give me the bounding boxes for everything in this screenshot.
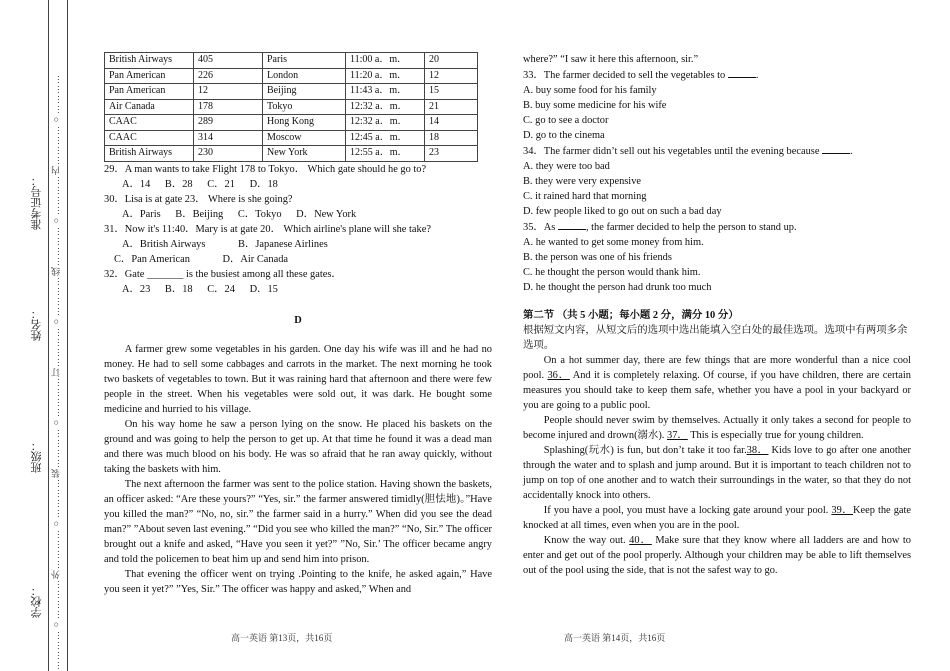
table-cell: 11:00 a．m． [346, 53, 425, 69]
q35-option-a: A. he wanted to get some money from him. [523, 237, 704, 248]
binding-margin [0, 0, 70, 671]
table-row [105, 130, 478, 146]
q34-option-b: B. they were very expensive [523, 176, 642, 187]
passage-d-paragraph: The next afternoon the farmer was sent to the police station. Having shown the baskets, an officer asked: “Are these yours?” “Yes, sir.” the farmer answered timidly(胆怯地)。”Have you killed the man?” “No, no, sir.” the farmer said in a hurry.” When did you see the dead man?” ”About seven last evening.” “Did you see who killed the man?” “No, Sir.” The officer brought out a knife and asked, “Have you seen it yet?” ”No, Sir.’ The officer became angry and told the policemen to beat him up and send him into prison. [104, 478, 492, 565]
q34-option-a: A. they were too bad [523, 161, 610, 172]
table-cell: 11:43 a．m． [346, 84, 425, 100]
table-cell: CAAC [105, 115, 194, 131]
question-29 [104, 162, 492, 192]
question-35 [523, 219, 911, 295]
q32-option-c: C．24 [207, 283, 235, 295]
flight-table [104, 52, 478, 162]
q33-option-d: D. go to the cinema [523, 130, 605, 141]
class-field: 班级： [31, 440, 43, 473]
q29-option-a: A．14 [122, 178, 151, 190]
table-cell: 15 [425, 84, 478, 100]
question-31 [104, 222, 492, 267]
table-cell: Pan American [105, 84, 194, 100]
right-page [523, 52, 911, 578]
table-cell: 14 [425, 115, 478, 131]
table-row [105, 53, 478, 69]
footer-page-left: 高一英语 第13页，共16页 [231, 633, 333, 643]
blank-39: 39． [831, 505, 854, 516]
table-cell: 18 [425, 130, 478, 146]
passage-d-paragraph: On his way home he saw a person lying on the snow. He placed his baskets on the ground and was going to help the person to get up. At that time he found it was a dead man and there was much blood on his body. He was so afraid that he ran away quickly, without taking the baskets with him. [104, 418, 492, 475]
table-cell: 405 [194, 53, 263, 69]
table-cell: 21 [425, 99, 478, 115]
q34-stem: 34．The farmer didn’t sell out his vegetables until the evening because . [523, 143, 911, 159]
table-cell: 12:32 a．m． [346, 99, 425, 115]
table-cell: Air Canada [105, 99, 194, 115]
q32-option-a: A．23 [122, 283, 151, 295]
passage-2-paragraph: Know the way out. 40． Make sure that they know where all ladders are and how to enter and get out of the pool properly. Although your children may be able to lift themselves out of the pool using the side, that is not the safest way to go. [523, 535, 911, 576]
passage-2-paragraph: Splashing(玩水) is fun, but don’t take it too far.38． Kids love to go after one another through the water and to splash and jump around. But it is important to teach children not to jump on top of one another and to watch their surroundings in the water, so that they do not accidentally knock into others. [523, 445, 911, 501]
answer-blank [822, 143, 850, 154]
table-cell: London [263, 68, 346, 84]
left-page [104, 52, 492, 597]
table-cell: 230 [194, 146, 263, 162]
section-d-heading: D [294, 314, 302, 326]
exam-id-field: 准考证号： [31, 175, 43, 230]
answer-blank [558, 219, 586, 230]
table-cell: 226 [194, 68, 263, 84]
q30-option-d: D．New York [296, 208, 357, 220]
passage-2-paragraph: On a hot summer day, there are few things that are more wonderful than a nice cool pool. 36． And it is completely relaxing. Of course, if you have children, there are certain measures you should take to keep them safe, whether you have a pool in your backyard or you are going to a public pool. [523, 355, 911, 411]
table-cell: New York [263, 146, 346, 162]
name-field: 姓名： [31, 308, 43, 341]
q32-stem: 32．Gate _______ is the busiest among all these gates． [104, 268, 342, 280]
table-cell: Beijing [263, 84, 346, 100]
passage-d-paragraph: That evening the officer went on trying .Pointing to the knife, he asked again,” Have you seen it yet?” ”Yes, Sir.” The officer was happy and asked,” When and [104, 568, 492, 595]
table-cell: Pan American [105, 68, 194, 84]
q35-option-b: B. the person was one of his friends [523, 252, 672, 263]
q32-option-d: D．15 [249, 283, 278, 295]
question-32 [104, 267, 492, 297]
table-cell: 12:55 a．m． [346, 146, 425, 162]
table-row [105, 115, 478, 131]
q29-stem: 29．A man wants to take Flight 178 to Tokyo． Which gate should he go to? [104, 163, 427, 175]
table-cell: CAAC [105, 130, 194, 146]
question-34 [523, 143, 911, 219]
table-cell: 12 [194, 84, 263, 100]
passage-d-paragraph: A farmer grew some vegetables in his garden. One day his wife was ill and he had no money. He had to sell some cabbages and carrots in the market. The next morning he took two baskets of vegetables to town. But it was raining hard that afternoon and there were few people in the street. When his vegetables were sold out, it was dark. He bought some medicine and hurried to his village. [104, 343, 492, 415]
blank-36: 36． [547, 370, 570, 381]
seal-dotted-text: …………○…………外…………○…………装…………○…………订…………○…………线…………○…………内…………○………… [51, 74, 61, 670]
q33-option-c: C. go to see a doctor [523, 115, 609, 126]
passage-2 [523, 353, 911, 578]
q29-option-c: C．21 [207, 178, 235, 190]
passage-d [104, 342, 492, 597]
q30-stem: 30．Lisa is at gate 23． Where is she going? [104, 193, 293, 205]
footer-page-right: 高一英语 第14页，共16页 [564, 633, 666, 643]
table-cell: 178 [194, 99, 263, 115]
q31-options-ab [104, 237, 492, 252]
table-cell: Paris [263, 53, 346, 69]
q30-options [104, 207, 492, 222]
blank-37: 37． [667, 430, 688, 441]
q34-option-d: D. few people liked to go out on such a bad day [523, 206, 722, 217]
table-row [105, 84, 478, 100]
q29-option-b: B．28 [164, 178, 193, 190]
table-cell: 11:20 a．m． [346, 68, 425, 84]
q30-option-b: B．Beijing [175, 208, 224, 220]
blank-40: 40． [629, 535, 652, 546]
table-row [105, 146, 478, 162]
q32-option-b: B．18 [164, 283, 193, 295]
table-cell: 12:45 a．m． [346, 130, 425, 146]
table-cell: Moscow [263, 130, 346, 146]
school-field: 学校： [31, 585, 43, 618]
q31-stem: 31．Now it's 11:40．Mary is at gate 20． Which airline's plane will she take? [104, 223, 431, 235]
q30-option-c: C．Tokyo [237, 208, 282, 220]
q31-option-d: D．Air Canada [222, 253, 289, 265]
table-cell: Hong Kong [263, 115, 346, 131]
question-30 [104, 192, 492, 222]
answer-blank [728, 67, 756, 78]
q29-options [104, 177, 492, 192]
table-cell: 20 [425, 53, 478, 69]
section-2-instructions: 根据短文内容，从短文后的选项中选出能填入空白处的最佳选项。选项中有两项多余选项。 [523, 325, 908, 351]
table-cell: 314 [194, 130, 263, 146]
table-cell: 12 [425, 68, 478, 84]
blank-38: 38． [746, 445, 769, 456]
q35-option-c: C. he thought the person would thank him. [523, 267, 701, 278]
table-cell: 23 [425, 146, 478, 162]
q30-option-a: A．Paris [122, 208, 161, 220]
q31-option-a: A．British Airways [122, 238, 206, 250]
passage-d-continued: where?” “I saw it here this afternoon, sir.” [523, 54, 699, 65]
table-cell: 289 [194, 115, 263, 131]
section-2-heading: 第二节 （共 5 小题；每小题 2 分，满分 10 分） [523, 310, 739, 321]
q29-option-d: D．18 [249, 178, 278, 190]
passage-2-paragraph: If you have a pool, you must have a locking gate around your pool. 39．Keep the gate knocked at all times, even when you are in the pool. [523, 505, 911, 531]
table-cell: Tokyo [263, 99, 346, 115]
q35-stem: 35．As , the farmer decided to help the person to stand up. [523, 219, 911, 235]
q32-options [104, 282, 492, 297]
table-row [105, 68, 478, 84]
q33-stem: 33．The farmer decided to sell the vegetables to . [523, 67, 911, 83]
question-33 [523, 67, 911, 143]
q35-option-d: D. he thought the person had drunk too much [523, 282, 712, 293]
passage-2-paragraph: People should never swim by themselves. Actually it only takes a second for people to become injured and drown(溺水). 37． This is especially true for young children. [523, 415, 911, 441]
table-cell: British Airways [105, 53, 194, 69]
q33-option-b: B. buy some medicine for his wife [523, 100, 667, 111]
q31-option-c: C．Pan American [114, 253, 190, 265]
table-cell: 12:32 a．m． [346, 115, 425, 131]
table-cell: British Airways [105, 146, 194, 162]
q34-option-c: C. it rained hard that morning [523, 191, 647, 202]
q31-options-cd [104, 252, 492, 267]
q31-option-b: B．Japanese Airlines [238, 238, 328, 250]
q33-option-a: A. buy some food for his family [523, 85, 657, 96]
table-row [105, 99, 478, 115]
